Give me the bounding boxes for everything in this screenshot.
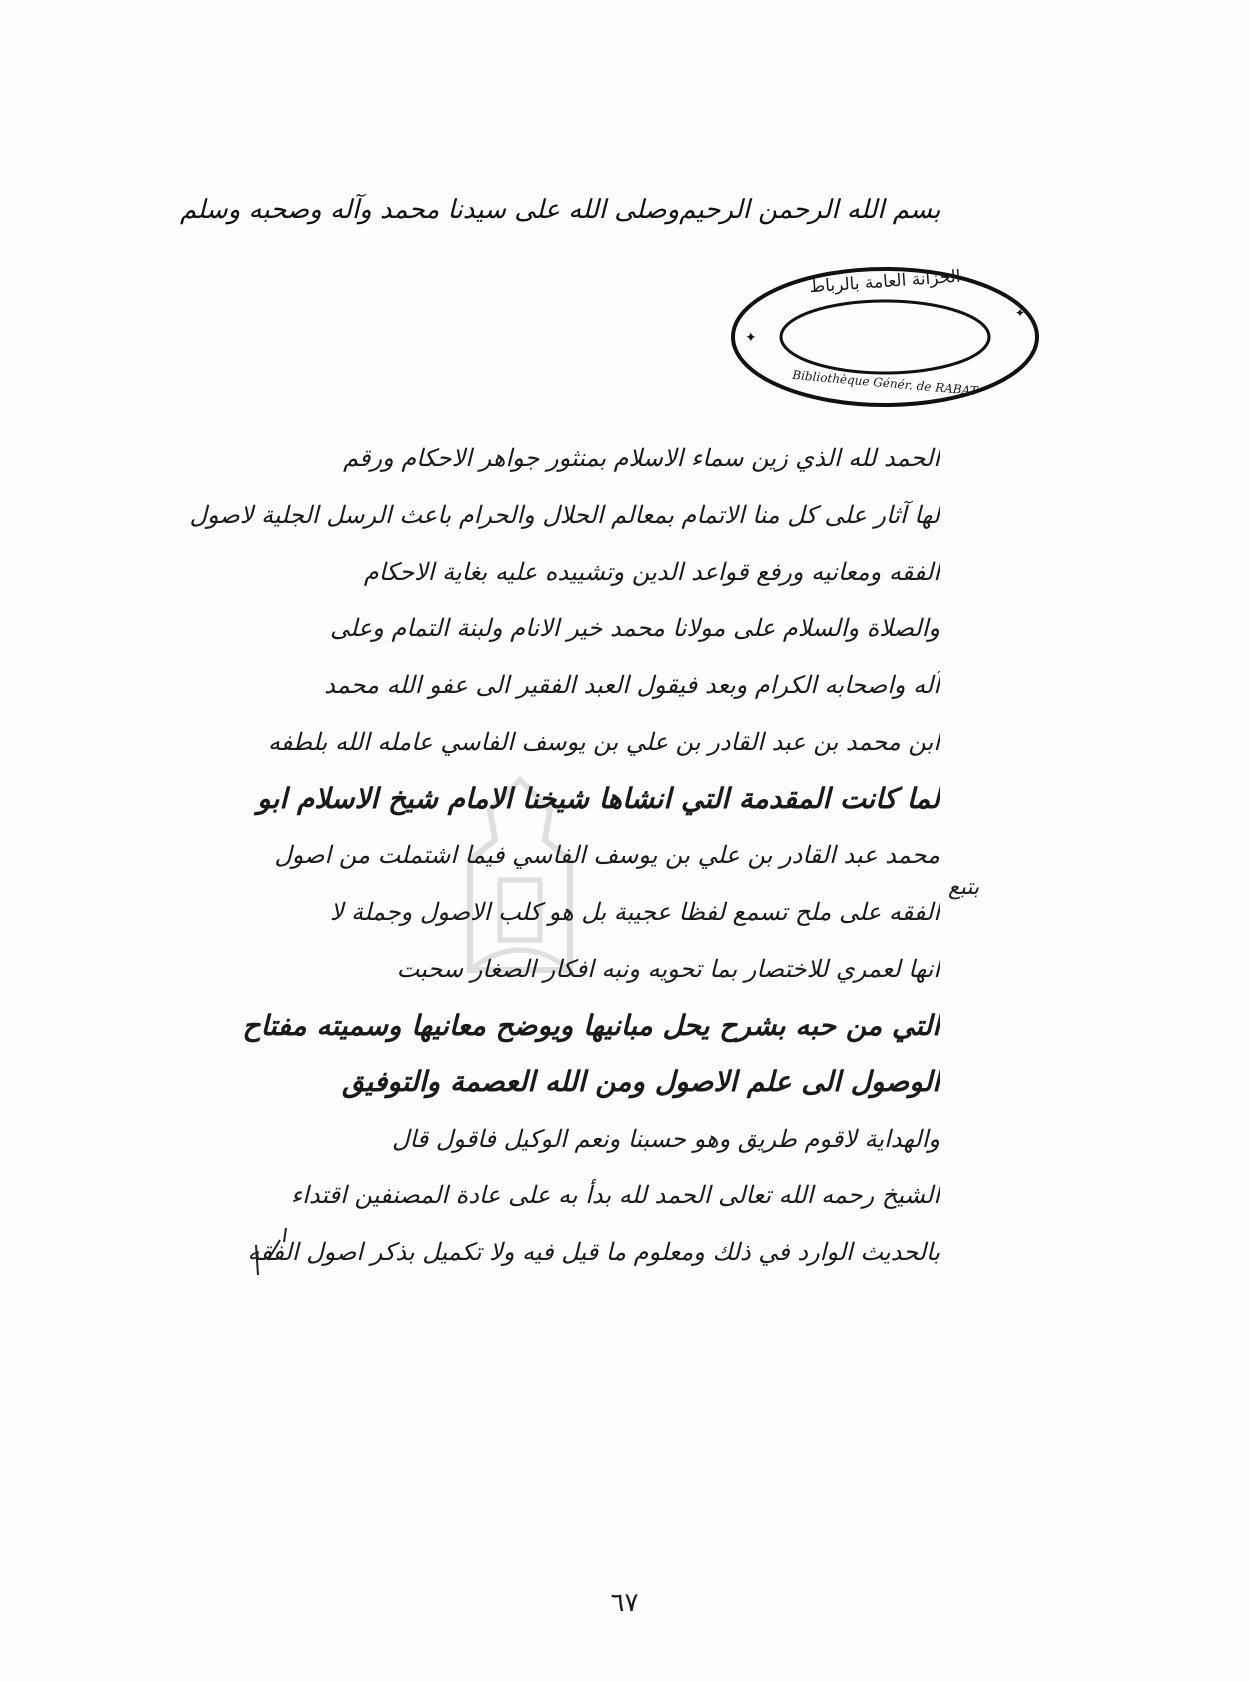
text-line: محمد عبد القادر بن علي بن يوسف الفاسي فيما اشتملت من اصول bbox=[274, 841, 940, 870]
library-stamp bbox=[725, 262, 1045, 412]
basmala-header bbox=[180, 180, 940, 240]
text-line: والصلاة والسلام على مولانا محمد خير الانام ولبنة التمام وعلى bbox=[329, 614, 940, 643]
svg-text:✦: ✦ bbox=[745, 330, 757, 346]
text-line: لها آثار على كل منا الاتمام بمعالم الحلال والحرام باعث الرسل الجلية لاصول bbox=[189, 501, 940, 530]
stamp-arabic-text: الخزانة العامة بالرباط bbox=[808, 266, 962, 298]
text-line: ابن محمد بن عبد القادر بن علي بن يوسف الفاسي عامله الله بلطفه bbox=[268, 727, 940, 756]
text-line: بالحديث الوارد في ذلك ومعلوم ما قيل فيه ولا تكميل بذكر اصول الفقه bbox=[247, 1237, 940, 1266]
text-line: الفقه ومعانيه ورفع قواعد الدين وتشييده عليه بغاية الاحكام bbox=[363, 557, 940, 586]
text-line: آله واصحابه الكرام وبعد فيقول العبد الفقير الى عفو الله محمد bbox=[324, 671, 940, 700]
pen-stroke-icon bbox=[250, 1220, 310, 1280]
text-line: والهداية لاقوم طريق وهو حسبنا ونعم الوكيل فاقول قال bbox=[392, 1124, 940, 1153]
text-line: التي من حبه بشرح يحل مبانيها ويوضح معانيها وسميته مفتاح bbox=[242, 1008, 940, 1042]
page-number: ٦٧ bbox=[610, 1588, 639, 1618]
text-line: الحمد لله الذي زين سماء الاسلام بمنثور جواهر الاحكام ورقم bbox=[343, 444, 940, 473]
manuscript-body bbox=[140, 430, 940, 1280]
blessing-text: وصلى الله على سيدنا محمد وآله وصحبه وسلم bbox=[180, 195, 680, 225]
text-line: لما كانت المقدمة التي انشاها شيخنا الامام شيخ الاسلام ابو bbox=[257, 781, 940, 815]
text-line: الوصول الى علم الاصول ومن الله العصمة والتوفيق bbox=[342, 1065, 940, 1099]
stamp-latin-text: Bibliothèque Génér. de RABAT bbox=[791, 367, 979, 399]
text-line: انها لعمري للاختصار بما تحويه ونبه افكار الصغار سحبت bbox=[396, 954, 940, 983]
text-line: الشيخ رحمه الله تعالى الحمد لله بدأ به على عادة المصنفين اقتداء bbox=[290, 1181, 940, 1210]
text-line: الفقه على ملح تسمع لفظا عجيبة بل هو كلب الاصول وجملة لا bbox=[329, 897, 940, 926]
basmala-text: بسم الله الرحمن الرحيم bbox=[679, 195, 941, 225]
margin-note: بتبع bbox=[948, 875, 980, 900]
svg-text:✦: ✦ bbox=[1015, 306, 1026, 320]
